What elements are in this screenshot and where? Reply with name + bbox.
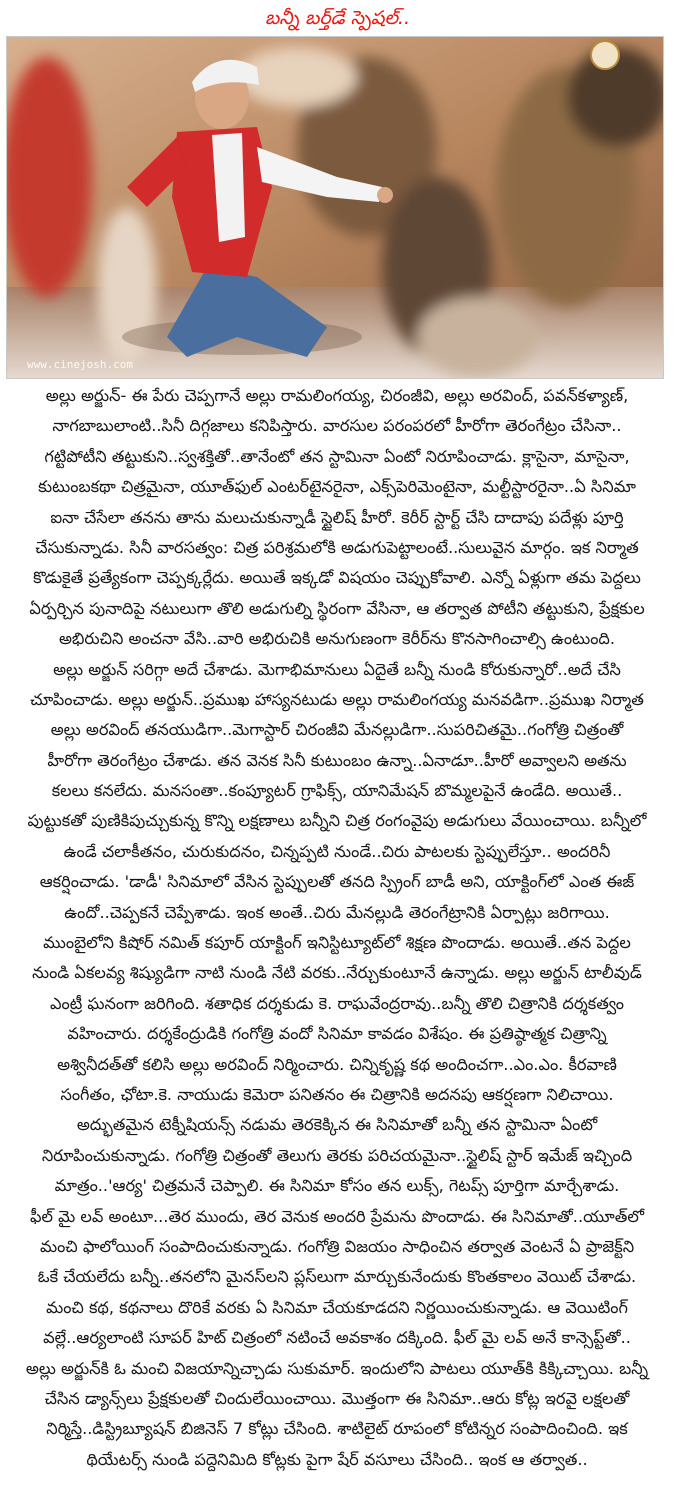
article-line: అశ్వినీదత్‌తో కలిసి అల్లు అరవింద్ నిర్మించారు. చిన్నికృష్ణ కథ అందించగా..ఎం.ఎం. కీరవాణి [57,1054,617,1074]
article-line: వహించారు. దర్శకేంద్రుడికి గంగోత్రి వందో సినిమా కావడం విశేషం. ఈ ప్రతిష్ఠాత్మక చిత్రాన్ని [67,1024,607,1044]
article-line: థియేటర్స్ నుండి పద్దెనిమిది కోట్లకు పైగా షేర్ వసూలు చేసింది.. ఇంక ఆ తర్వాత.. [86,1449,588,1469]
article-line: నాగబాబులాంటి..సినీ దిగ్గజాలు కనిపిస్తారు. వారసుల పరంపరలో హీరోగా తెరంగేట్రం చేసినా.. [52,416,622,436]
article-line: ఓకే చేయలేదు బన్నీ..తనలోని మైనస్‌లని ప్లస్‌లుగా మార్చుకునేందుకు కొంతకాలం వెయిట్ చేశాడు. [37,1267,637,1287]
article-line: హీరోగా తెరంగేట్రం చేశాడు. తన వెనక సినీ కుటుంబం ఉన్నా..ఏనాడూ..హీరో అవ్వాలని అతను [47,750,627,770]
article-line: ఐనా చేసేలా తనను తాను మలుచుకున్నాడీ స్టైలిష్ హీరో. కెరీర్ స్టార్ట్ చేసి దాదాపు పదేళ్లు పూర్తి [50,507,624,527]
article-line: కలలు కనలేదు. మనసంతా..కంప్యూటర్ గ్రాఫిక్స్, యానిమేషన్ బొమ్మలపైనే ఉండేది. అయితే.. [51,781,623,801]
article-line: మంచి కథ, కథనాలు దొరికే వరకు ఏ సినిమా చేయకూడదని నిర్ణయించుకున్నాడు. ఆ వెయిటింగ్ [46,1297,628,1317]
article-line: ఉండే చలాకీతనం, చురుకుదనం, చిన్నప్పటి నుండే..చిరు పాటలకు స్టెప్పులేస్తూ.. అందరినీ [63,841,611,861]
article-line: కొడుకైతే ప్రత్యేకంగా చెప్పక్కర్లేదు. అయితే ఇక్కడో విషయం చెప్పుకోవాలి. ఎన్నో ఏళ్లుగా తమ పెద్దలు [33,568,641,588]
page-title: బన్నీ బర్త్‌డే స్పెషల్.. [264,7,411,29]
article-line: అల్లు అరవింద్ తనయుడిగా..మెగాస్టార్ చిరంజీవి మేనల్లుడిగా..సుపరిచితమై..గంగోత్రి చిత్రంతో [50,720,624,740]
article-line: అల్లు అర్జున్‌కి ఓ మంచి విజయాన్నిచ్చాడు సుకుమార్. ఇందులోని పాటలు యూత్‌కి కిక్కిచ్చాయి. బన్నీ [25,1358,649,1378]
article-line: సంగీతం, ఛోటా.కె. నాయుడు కెమెరా పనితనం ఈ చిత్రానికి అదనపు ఆకర్షణగా నిలిచాయి. [60,1084,614,1104]
article-line: అభిరుచిని అంచనా వేసి..వారి అభిరుచికి అనుగుణంగా కెరీర్‌ను కొనసాగించాల్సి ఉంటుంది. [58,629,616,649]
article-line: అల్లు అర్జున్ సరిగ్గా అదే చేశాడు. మెగాభిమానులు ఏదైతే బన్నీ నుండి కోరుకున్నారో..అదే చేసి [53,659,621,679]
article-line: కుటుంబకథా చిత్రమైనా, యూత్‌ఫుల్ ఎంటర్‌టైనరైనా, ఎక్స్‌పెరిమెంటైనా, మల్టీస్టారరైనా..ఏ సినిమా [38,477,636,497]
article-line: చూపించాడు. అల్లు అర్జున్..ప్రముఖ హాస్యనటుడు అల్లు రామలింగయ్య మనవడిగా..ప్రముఖ నిర్మాత [30,689,644,709]
article-line: చేసిన డ్యాన్స్‌లు ప్రేక్షకులతో చిందులేయించాయి. మొత్తంగా ఈ సినిమా..ఆరు కోట్ల ఇరవై లక్షలతో [44,1388,630,1408]
article-line: నుండి ఏకలవ్య శిష్యుడిగా నాటి నుండి నేటి వరకు..నేర్చుకుంటూనే ఉన్నాడు. అల్లు అర్జున్ టాలీవుడ్ [32,963,642,983]
article-line: ఆకర్షించాడు. 'డాడీ' సినిమాలో వేసిన స్టెప్పులతో తనది స్ప్రింగ్ బాడీ అని, యాక్టింగ్‌లో ఎంత ఈజ్ [39,872,635,892]
article-line: నిరూపించుకున్నాడు. గంగోత్రి చిత్రంతో తెలుగు తెరకు పరిచయమైనా..స్టైలిష్ స్టార్ ఇమేజ్ ఇచ్చింది [41,1145,633,1165]
article-line: మాత్రం..'ఆర్య' చిత్రమనే చెప్పాలి. ఈ సినిమా కోసం తన లుక్స్, గెటప్స్ పూర్తిగా మార్చేశాడు. [54,1176,620,1196]
article-line: ఫీల్ మై లవ్ అంటూ...తెర ముందు, తెర వెనుక అందరి ప్రేమను పొందాడు. ఈ సినిమాతో..యూత్‌లో [30,1206,644,1226]
article-line: వల్లే..ఆర్యలాంటి సూపర్ హిట్ చిత్రంలో నటించే అవకాశం దక్కింది. ఫీల్ మై లవ్ అనే కాన్సెప్ట్‌తో.. [43,1328,631,1348]
article-line: అల్లు అర్జున్- ఈ పేరు చెప్పగానే అల్లు రామలింగయ్య, చిరంజీవి, అల్లు అరవింద్, పవన్‌కళ్యాణ్, [45,386,629,405]
article-line: అద్భుతమైన టెక్నీషియన్స్ నడుమ తెరకెక్కిన ఈ సినిమాతో బన్నీ తన స్టామినా ఏంటో [76,1115,598,1135]
article-line: పుట్టుకతో పుణికిపుచ్చుకున్న కొన్ని లక్షణాలు బన్నీని చిత్ర రంగంవైపు అడుగులు వేయించాయి. బన్నీలో [27,811,647,831]
article-line: మంచి ఫాలోయింగ్ సంపాదించుకున్నాడు. గంగోత్రి విజయం సాధించిన తర్వాత వెంటనే ఏ ప్రాజెక్ట్‌ని [39,1236,635,1256]
article-line: చేసుకున్నాడు. సినీ వారసత్వం: చిత్ర పరిశ్రమలోకి అడుగుపెట్టాలంటే..సులువైన మార్గం. ఇక నిర్మాత [35,537,639,557]
article-line: నిర్మిస్తే..డిస్ట్రిబ్యూషన్ బిజినెస్ 7 కోట్లు చేసింది. శాటిలైట్ రూపంలో కోటిన్నర సంపాదించింది. ఇక [46,1419,628,1439]
article-line: ఎంట్రీ ఘనంగా జరిగింది. శతాధిక దర్శకుడు కె. రాఘవేంద్రరావు..బన్నీ తొలి చిత్రానికి దర్శకత్వం [50,993,624,1013]
article-line: ముంబైలోని కిషోర్ నమిత్ కపూర్ యాక్టింగ్ ఇనిస్టిట్యూట్‌లో శిక్షణ పొందాడు. అయితే..తన పెద్దల [43,933,631,953]
article-line: ఉందో..చెప్పకనే చెప్పేశాడు. ఇంక అంతే..చిరు మేనల్లుడి తెరంగేట్రానికి ఏర్పాట్లు జరిగాయి. [64,902,610,922]
article-line: ఏర్పర్చిన పునాదిపై నటులుగా తొలి అడుగుల్ని స్థిరంగా వేసినా, ఆ తర్వాత పోటీని తట్టుకుని, ప్రేక్షకుల [29,598,645,618]
article-photo [6,36,664,379]
photo-watermark: www.cinejosh.com [27,358,133,371]
article-line: గట్టిపోటీని తట్టుకుని..స్వశక్తితో..తానేంటో తన స్టామినా ఏంటో నిరూపించాడు. క్లాసైనా, మాసైనా, [44,446,630,466]
photo-illustration [7,37,663,378]
article-body [5,381,669,1475]
